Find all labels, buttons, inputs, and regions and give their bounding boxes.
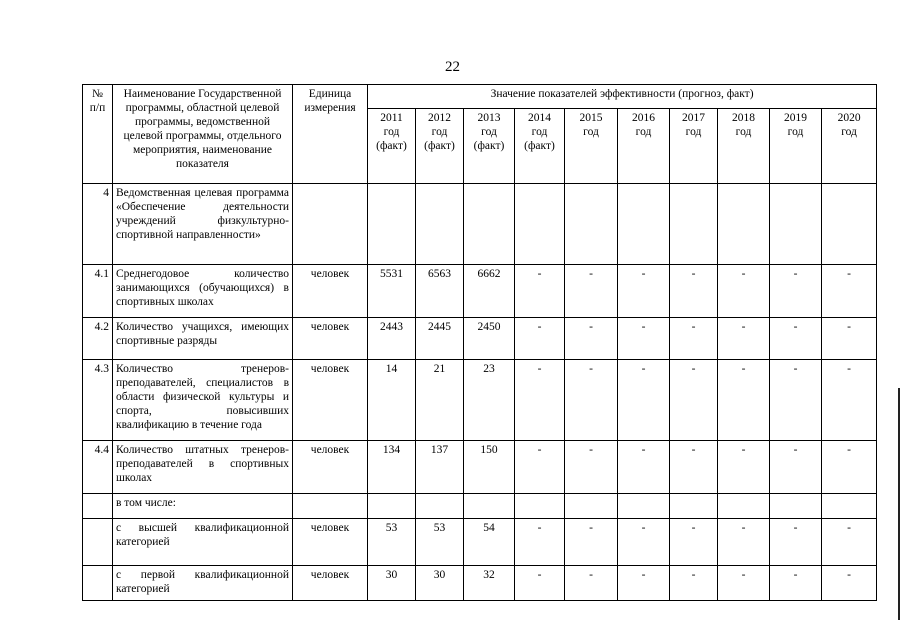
year-year: 2011 <box>380 112 403 124</box>
value-cell: - <box>822 360 877 441</box>
value-cell <box>416 494 464 519</box>
value-cell: - <box>670 265 718 318</box>
value-cell: - <box>822 265 877 318</box>
value-cell: - <box>770 318 822 360</box>
year-header-2014 <box>515 109 565 184</box>
table-row <box>83 519 877 566</box>
indicator-name: в том числе: <box>113 494 293 519</box>
indicator-name: Ведомственная целевая программа «Обеспечение деятельности учреждений физкультурно-спортивной направленности» <box>113 184 293 265</box>
value-cell: - <box>565 441 618 494</box>
row-number <box>83 566 113 601</box>
value-cell: 21 <box>416 360 464 441</box>
header-name: Наименование Государственной программы, областной целевой программы, ведомственной целевой программы, отдельного мероприятия, наименование показателя <box>113 85 293 184</box>
unit-cell: человек <box>293 360 368 441</box>
value-cell: 150 <box>464 441 515 494</box>
value-cell: - <box>565 566 618 601</box>
value-cell: 2450 <box>464 318 515 360</box>
row-number: 4 <box>83 184 113 265</box>
page-number: 22 <box>445 59 460 75</box>
value-cell <box>670 494 718 519</box>
value-cell: - <box>718 566 770 601</box>
value-cell: - <box>718 441 770 494</box>
value-cell: 137 <box>416 441 464 494</box>
table-row <box>83 441 877 494</box>
indicator-name: с первой квалификационной категорией <box>113 566 293 601</box>
row-number: 4.4 <box>83 441 113 494</box>
indicator-name: Количество штатных тренеров-преподавателей в спортивных школах <box>113 441 293 494</box>
year-header-2020 <box>822 109 877 184</box>
year-word: год <box>787 126 804 138</box>
year-note: (факт) <box>473 140 505 152</box>
indicator-name: Среднегодовое количество занимающихся (обучающихся) в спортивных школах <box>113 265 293 318</box>
header-values: Значение показателей эффективности (прогноз, факт) <box>368 85 877 109</box>
value-cell: 30 <box>416 566 464 601</box>
value-cell: - <box>770 566 822 601</box>
unit-cell <box>293 184 368 265</box>
year-header-2017 <box>670 109 718 184</box>
value-cell: - <box>770 360 822 441</box>
value-cell <box>718 184 770 265</box>
year-word: год <box>531 126 548 138</box>
year-note: (факт) <box>524 140 555 152</box>
year-header-2013 <box>464 109 515 184</box>
row-number: 4.2 <box>83 318 113 360</box>
indicator-name: с высшей квалификационной категорией <box>113 519 293 566</box>
value-cell: - <box>770 519 822 566</box>
unit-cell: человек <box>293 318 368 360</box>
year-word: год <box>583 126 599 138</box>
year-word: год <box>481 126 497 138</box>
unit-cell: человек <box>293 265 368 318</box>
value-cell: - <box>515 519 565 566</box>
value-cell: - <box>618 566 670 601</box>
table-row <box>83 265 877 318</box>
value-cell: 30 <box>368 566 416 601</box>
year-note: (факт) <box>424 140 455 152</box>
value-cell: - <box>770 441 822 494</box>
year-year: 2016 <box>632 112 655 124</box>
value-cell: - <box>618 318 670 360</box>
row-number <box>83 519 113 566</box>
value-cell: - <box>822 519 877 566</box>
value-cell: - <box>618 441 670 494</box>
value-cell <box>368 494 416 519</box>
row-number <box>83 494 113 519</box>
value-cell: - <box>618 265 670 318</box>
table-row <box>83 184 877 265</box>
value-cell: 6662 <box>464 265 515 318</box>
value-cell: 5531 <box>368 265 416 318</box>
value-cell: - <box>618 360 670 441</box>
year-note: (факт) <box>376 140 407 152</box>
year-year: 2020 <box>837 112 861 124</box>
table-row <box>83 360 877 441</box>
value-cell: 23 <box>464 360 515 441</box>
value-cell: - <box>770 265 822 318</box>
value-cell <box>565 184 618 265</box>
year-word: год <box>635 126 652 138</box>
year-header-2016 <box>618 109 670 184</box>
year-year: 2012 <box>428 112 451 124</box>
value-cell: - <box>565 318 618 360</box>
value-cell <box>718 494 770 519</box>
value-cell: - <box>822 566 877 601</box>
value-cell: 32 <box>464 566 515 601</box>
year-word: год <box>685 126 702 138</box>
year-year: 2018 <box>732 112 755 124</box>
year-year: 2017 <box>682 112 705 124</box>
year-year: 2019 <box>784 112 807 124</box>
value-cell <box>822 184 877 265</box>
year-word: год <box>383 126 400 138</box>
value-cell: - <box>670 566 718 601</box>
value-cell: - <box>718 265 770 318</box>
value-cell: 134 <box>368 441 416 494</box>
year-header-2018 <box>718 109 770 184</box>
value-cell <box>618 494 670 519</box>
value-cell: - <box>670 318 718 360</box>
value-cell: - <box>670 360 718 441</box>
header-num: № п/п <box>83 85 113 184</box>
value-cell <box>822 494 877 519</box>
table-row <box>83 566 877 601</box>
value-cell: - <box>565 265 618 318</box>
value-cell <box>515 184 565 265</box>
indicator-name: Количество учащихся, имеющих спортивные разряды <box>113 318 293 360</box>
unit-cell: человек <box>293 441 368 494</box>
year-word: год <box>841 126 857 138</box>
value-cell: - <box>515 318 565 360</box>
table-body <box>83 184 877 601</box>
value-cell <box>515 494 565 519</box>
year-header-2011 <box>368 109 416 184</box>
value-cell: - <box>515 441 565 494</box>
value-cell <box>368 184 416 265</box>
value-cell: 53 <box>416 519 464 566</box>
value-cell: 53 <box>368 519 416 566</box>
value-cell <box>565 494 618 519</box>
value-cell: - <box>670 441 718 494</box>
unit-cell <box>293 494 368 519</box>
year-year: 2015 <box>579 112 603 124</box>
value-cell: - <box>618 519 670 566</box>
value-cell <box>416 184 464 265</box>
value-cell: - <box>718 360 770 441</box>
value-cell: - <box>515 566 565 601</box>
header-unit: Единица измерения <box>293 85 368 184</box>
row-number: 4.1 <box>83 265 113 318</box>
value-cell <box>464 184 515 265</box>
margin-rule <box>898 388 900 620</box>
value-cell <box>464 494 515 519</box>
year-header-2012 <box>416 109 464 184</box>
value-cell: - <box>822 441 877 494</box>
table-row <box>83 494 877 519</box>
value-cell: - <box>515 265 565 318</box>
value-cell: - <box>565 519 618 566</box>
value-cell: - <box>822 318 877 360</box>
value-cell: - <box>670 519 718 566</box>
value-cell: 2445 <box>416 318 464 360</box>
year-header-2019 <box>770 109 822 184</box>
row-number: 4.3 <box>83 360 113 441</box>
value-cell: - <box>718 318 770 360</box>
year-year: 2014 <box>528 112 551 124</box>
year-year: 2013 <box>477 112 501 124</box>
year-word: год <box>735 126 752 138</box>
value-cell: 6563 <box>416 265 464 318</box>
unit-cell: человек <box>293 519 368 566</box>
value-cell: - <box>515 360 565 441</box>
value-cell <box>618 184 670 265</box>
value-cell: 54 <box>464 519 515 566</box>
unit-cell: человек <box>293 566 368 601</box>
header-row <box>83 85 877 109</box>
indicators-table <box>82 84 877 601</box>
value-cell: - <box>565 360 618 441</box>
value-cell <box>670 184 718 265</box>
year-word: год <box>431 126 448 138</box>
value-cell: - <box>718 519 770 566</box>
value-cell: 14 <box>368 360 416 441</box>
value-cell <box>770 494 822 519</box>
indicator-name: Количество тренеров-преподавателей, специалистов в области физической культуры и спорта, повысивших квалификацию в течение года <box>113 360 293 441</box>
value-cell: 2443 <box>368 318 416 360</box>
value-cell <box>770 184 822 265</box>
table-row <box>83 318 877 360</box>
year-header-2015 <box>565 109 618 184</box>
